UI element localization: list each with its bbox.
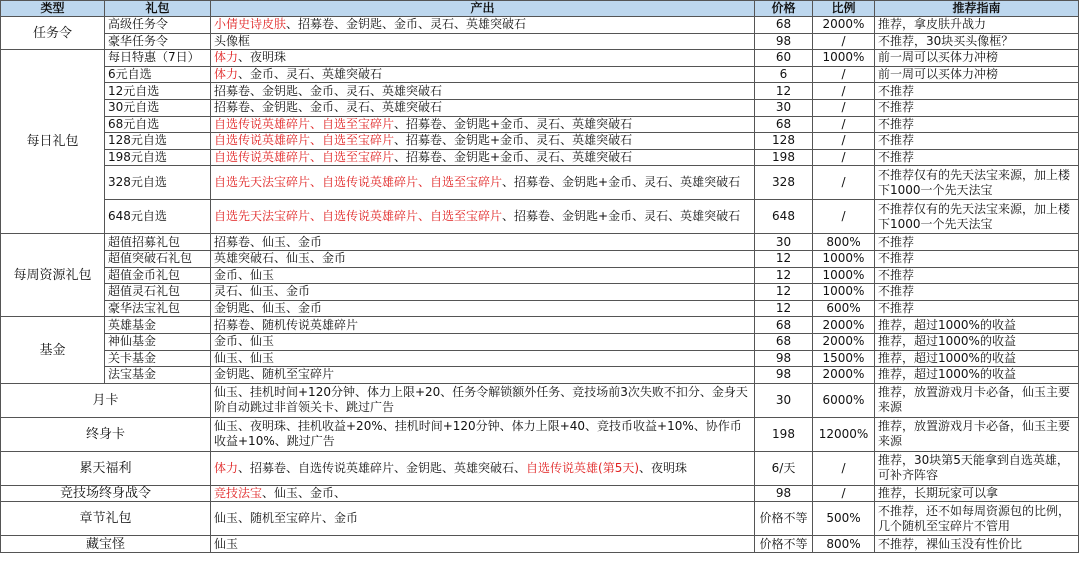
category-cell: 基金	[1, 317, 105, 383]
guide-cell: 不推荐	[875, 116, 1079, 133]
table-row	[1, 234, 1079, 251]
output-cell	[211, 417, 755, 451]
output-text: 灵石、仙玉、金币	[214, 284, 311, 299]
price-cell: 6	[755, 66, 813, 83]
output-text: 招募卷、金钥匙、金币、灵石、英雄突破石	[214, 83, 443, 98]
output-cell	[211, 284, 755, 301]
output-text: 、招募卷、金钥匙+金币、灵石、英雄突破石	[394, 133, 633, 148]
guide-cell: 推荐，放置游戏月卡必备，仙玉主要来源	[875, 417, 1079, 451]
output-text: 头像框	[214, 33, 251, 48]
pack-name: 12元自选	[105, 83, 211, 100]
ratio-cell: /	[813, 116, 875, 133]
price-cell: 68	[755, 116, 813, 133]
price-cell: 6/天	[755, 451, 813, 485]
guide-cell: 前一周可以买体力冲榜	[875, 66, 1079, 83]
price-cell: 60	[755, 50, 813, 67]
header-pack: 礼包	[105, 1, 211, 17]
guide-cell: 不推荐仅有的先天法宝来源，加上楼下1000一个先天法宝	[875, 166, 1079, 200]
output-cell	[211, 33, 755, 50]
price-cell: 98	[755, 485, 813, 502]
price-cell: 30	[755, 99, 813, 116]
guide-cell: 推荐，超过1000%的收益	[875, 333, 1079, 350]
pack-name: 30元自选	[105, 99, 211, 116]
highlight-text: 自选先天法宝碎片、自选传说英雄碎片、自选至宝碎片	[214, 209, 503, 224]
output-text: 、招募卷、金钥匙+金币、灵石、英雄突破石	[394, 150, 633, 165]
price-cell: 128	[755, 133, 813, 150]
output-text: 金币、仙玉	[214, 267, 275, 282]
header-ratio: 比例	[813, 1, 875, 17]
output-text: 、夜明珠	[238, 50, 287, 65]
output-text: 仙玉	[214, 536, 239, 551]
ratio-cell: /	[813, 83, 875, 100]
price-cell: 98	[755, 350, 813, 367]
output-text: 、招募卷、金钥匙+金币、灵石、英雄突破石	[394, 116, 633, 131]
output-text: 招募卷、随机传说英雄碎片	[214, 317, 359, 332]
price-cell: 30	[755, 383, 813, 417]
ratio-cell: 6000%	[813, 383, 875, 417]
ratio-cell: /	[813, 149, 875, 166]
pack-name: 豪华任务令	[105, 33, 211, 50]
ratio-cell: /	[813, 166, 875, 200]
table-row	[1, 267, 1079, 284]
output-text: 金钥匙、仙玉、金币	[214, 301, 323, 316]
price-cell: 30	[755, 234, 813, 251]
header-type: 类型	[1, 1, 105, 17]
output-text: 仙玉、仙玉	[214, 350, 275, 365]
output-cell	[211, 200, 755, 234]
pack-name: 英雄基金	[105, 317, 211, 334]
highlight-text: 自选传说英雄碎片、自选至宝碎片	[214, 150, 395, 165]
highlight-text: 体力	[214, 67, 239, 82]
guide-cell: 不推荐	[875, 300, 1079, 317]
price-cell: 12	[755, 83, 813, 100]
highlight-text: 自选先天法宝碎片、自选传说英雄碎片、自选至宝碎片	[214, 175, 503, 190]
category-cell: 月卡	[1, 383, 211, 417]
guide-cell: 不推荐	[875, 284, 1079, 301]
price-cell: 12	[755, 250, 813, 267]
output-text: 仙玉、夜明珠、挂机收益+20%、挂机时间+120分钟、体力上限+40、竞技币收益+10%、协作币收益+10%、跳过广告	[214, 419, 742, 449]
table-row	[1, 485, 1079, 502]
table-row	[1, 367, 1079, 384]
price-cell: 12	[755, 300, 813, 317]
guide-cell: 推荐，长期玩家可以拿	[875, 485, 1079, 502]
guide-cell: 推荐，超过1000%的收益	[875, 367, 1079, 384]
table-row	[1, 536, 1079, 553]
category-cell: 藏宝怪	[1, 536, 211, 553]
ratio-cell: /	[813, 33, 875, 50]
table-row	[1, 83, 1079, 100]
table-row	[1, 383, 1079, 417]
output-cell	[211, 502, 755, 536]
pack-name: 法宝基金	[105, 367, 211, 384]
price-cell: 198	[755, 417, 813, 451]
output-cell	[211, 166, 755, 200]
pack-name: 神仙基金	[105, 333, 211, 350]
ratio-cell: 1000%	[813, 250, 875, 267]
category-cell: 每日礼包	[1, 50, 105, 234]
price-cell: 68	[755, 317, 813, 334]
ratio-cell: /	[813, 66, 875, 83]
output-text: 招募卷、仙玉、金币	[214, 234, 323, 249]
ratio-cell: 2000%	[813, 17, 875, 34]
category-cell: 终身卡	[1, 417, 211, 451]
table-row	[1, 200, 1079, 234]
table-row	[1, 417, 1079, 451]
highlight-text: 自选传说英雄(第5天)	[526, 460, 640, 475]
price-cell: 12	[755, 284, 813, 301]
table-body	[1, 17, 1079, 553]
output-cell	[211, 133, 755, 150]
pack-name: 超值金币礼包	[105, 267, 211, 284]
price-cell: 648	[755, 200, 813, 234]
ratio-cell: 600%	[813, 300, 875, 317]
guide-cell: 不推荐	[875, 234, 1079, 251]
output-cell	[211, 267, 755, 284]
price-cell: 价格不等	[755, 502, 813, 536]
price-cell: 198	[755, 149, 813, 166]
ratio-cell: /	[813, 485, 875, 502]
output-text: 、招募卷、金钥匙+金币、灵石、英雄突破石	[502, 175, 741, 190]
category-cell: 任务令	[1, 17, 105, 50]
output-cell	[211, 333, 755, 350]
category-cell: 每周资源礼包	[1, 234, 105, 317]
output-text: 、招募卷、自选传说英雄碎片、金钥匙、英雄突破石、	[238, 460, 527, 475]
output-text: 仙玉、随机至宝碎片、金币	[214, 511, 359, 526]
category-cell: 竞技场终身战令	[1, 485, 211, 502]
guide-cell: 不推荐，还不如每周资源包的比例，几个随机至宝碎片不管用	[875, 502, 1079, 536]
guide-cell: 推荐，超过1000%的收益	[875, 317, 1079, 334]
price-cell: 98	[755, 33, 813, 50]
output-text: 、招募卷、金钥匙+金币、灵石、英雄突破石	[502, 209, 741, 224]
pack-name: 每日特惠（7日）	[105, 50, 211, 67]
table-row	[1, 300, 1079, 317]
table-row	[1, 333, 1079, 350]
table-row	[1, 133, 1079, 150]
guide-cell: 推荐，超过1000%的收益	[875, 350, 1079, 367]
guide-cell: 不推荐	[875, 83, 1079, 100]
output-cell	[211, 536, 755, 553]
guide-cell: 不推荐，30块买头像框？	[875, 33, 1079, 50]
output-text: 金币、仙玉	[214, 334, 275, 349]
category-cell: 累天福利	[1, 451, 211, 485]
pack-name: 超值灵石礼包	[105, 284, 211, 301]
output-text: 、招募卷、金钥匙、金币、灵石、英雄突破石	[286, 17, 527, 32]
output-text: 英雄突破石、仙玉、金币	[214, 251, 347, 266]
ratio-cell: 1000%	[813, 284, 875, 301]
price-cell: 328	[755, 166, 813, 200]
table-row	[1, 33, 1079, 50]
guide-cell: 前一周可以买体力冲榜	[875, 50, 1079, 67]
highlight-text: 小倩史诗皮肤	[214, 17, 287, 32]
output-text: 、夜明珠	[639, 460, 688, 475]
table-row	[1, 17, 1079, 34]
output-cell	[211, 250, 755, 267]
price-cell: 12	[755, 267, 813, 284]
pack-name: 超值突破石礼包	[105, 250, 211, 267]
pack-name: 128元自选	[105, 133, 211, 150]
table-row	[1, 99, 1079, 116]
pack-name: 豪华法宝礼包	[105, 300, 211, 317]
header-output: 产出	[211, 1, 755, 17]
ratio-cell: /	[813, 200, 875, 234]
output-cell	[211, 149, 755, 166]
table-row	[1, 116, 1079, 133]
table-row	[1, 350, 1079, 367]
highlight-text: 体力	[214, 460, 239, 475]
price-cell: 价格不等	[755, 536, 813, 553]
output-text: 金钥匙、随机至宝碎片	[214, 367, 335, 382]
table-row	[1, 284, 1079, 301]
output-cell	[211, 234, 755, 251]
guide-cell: 不推荐	[875, 133, 1079, 150]
table-row	[1, 149, 1079, 166]
ratio-cell: 500%	[813, 502, 875, 536]
table-row	[1, 66, 1079, 83]
pack-name: 328元自选	[105, 166, 211, 200]
guide-cell: 不推荐	[875, 99, 1079, 116]
price-cell: 68	[755, 333, 813, 350]
price-cell: 68	[755, 17, 813, 34]
ratio-cell: 2000%	[813, 333, 875, 350]
ratio-cell: /	[813, 99, 875, 116]
pack-name: 6元自选	[105, 66, 211, 83]
output-cell	[211, 383, 755, 417]
guide-cell: 推荐，30块第5天能拿到自选英雄，可补齐阵容	[875, 451, 1079, 485]
table-row	[1, 451, 1079, 485]
output-text: 、金币、灵石、英雄突破石	[238, 67, 383, 82]
guide-cell: 不推荐仅有的先天法宝来源，加上楼下1000一个先天法宝	[875, 200, 1079, 234]
table-row	[1, 50, 1079, 67]
pack-name: 关卡基金	[105, 350, 211, 367]
output-cell	[211, 350, 755, 367]
pack-name: 648元自选	[105, 200, 211, 234]
table-row	[1, 502, 1079, 536]
ratio-cell: 2000%	[813, 367, 875, 384]
output-cell	[211, 451, 755, 485]
guide-cell: 不推荐	[875, 149, 1079, 166]
output-cell	[211, 485, 755, 502]
pack-name: 高级任务令	[105, 17, 211, 34]
ratio-cell: 12000%	[813, 417, 875, 451]
output-cell	[211, 66, 755, 83]
output-cell	[211, 50, 755, 67]
ratio-cell: 800%	[813, 536, 875, 553]
highlight-text: 体力	[214, 50, 239, 65]
pack-name: 68元自选	[105, 116, 211, 133]
guide-cell: 不推荐，裸仙玉没有性价比	[875, 536, 1079, 553]
header-price: 价格	[755, 1, 813, 17]
header-guide: 推荐指南	[875, 1, 1079, 17]
ratio-cell: 2000%	[813, 317, 875, 334]
ratio-cell: 1000%	[813, 50, 875, 67]
highlight-text: 自选传说英雄碎片、自选至宝碎片	[214, 116, 395, 131]
category-cell: 章节礼包	[1, 502, 211, 536]
guide-cell: 推荐，放置游戏月卡必备，仙玉主要来源	[875, 383, 1079, 417]
guide-cell: 推荐，拿皮肤升战力	[875, 17, 1079, 34]
ratio-cell: /	[813, 133, 875, 150]
output-cell	[211, 317, 755, 334]
ratio-cell: 1500%	[813, 350, 875, 367]
output-cell	[211, 99, 755, 116]
output-text: 仙玉、挂机时间+120分钟、体力上限+20、任务令解锁额外任务、竞技场前3次失败不扣分、金身天阶自动跳过非首领关卡、跳过广告	[214, 385, 748, 415]
table-header-row	[1, 1, 1079, 17]
price-cell: 98	[755, 367, 813, 384]
output-cell	[211, 300, 755, 317]
output-cell	[211, 83, 755, 100]
guide-cell: 不推荐	[875, 267, 1079, 284]
output-text: 、仙玉、金币、	[262, 485, 347, 500]
highlight-text: 自选传说英雄碎片、自选至宝碎片	[214, 133, 395, 148]
guide-cell: 不推荐	[875, 250, 1079, 267]
highlight-text: 竞技法宝	[214, 485, 263, 500]
pack-name: 超值招募礼包	[105, 234, 211, 251]
output-cell	[211, 367, 755, 384]
output-cell	[211, 17, 755, 34]
table-row	[1, 250, 1079, 267]
ratio-cell: 800%	[813, 234, 875, 251]
table-row	[1, 166, 1079, 200]
output-text: 招募卷、金钥匙、金币、灵石、英雄突破石	[214, 100, 443, 115]
pack-name: 198元自选	[105, 149, 211, 166]
output-cell	[211, 116, 755, 133]
table-row	[1, 317, 1079, 334]
ratio-cell: /	[813, 451, 875, 485]
ratio-cell: 1000%	[813, 267, 875, 284]
